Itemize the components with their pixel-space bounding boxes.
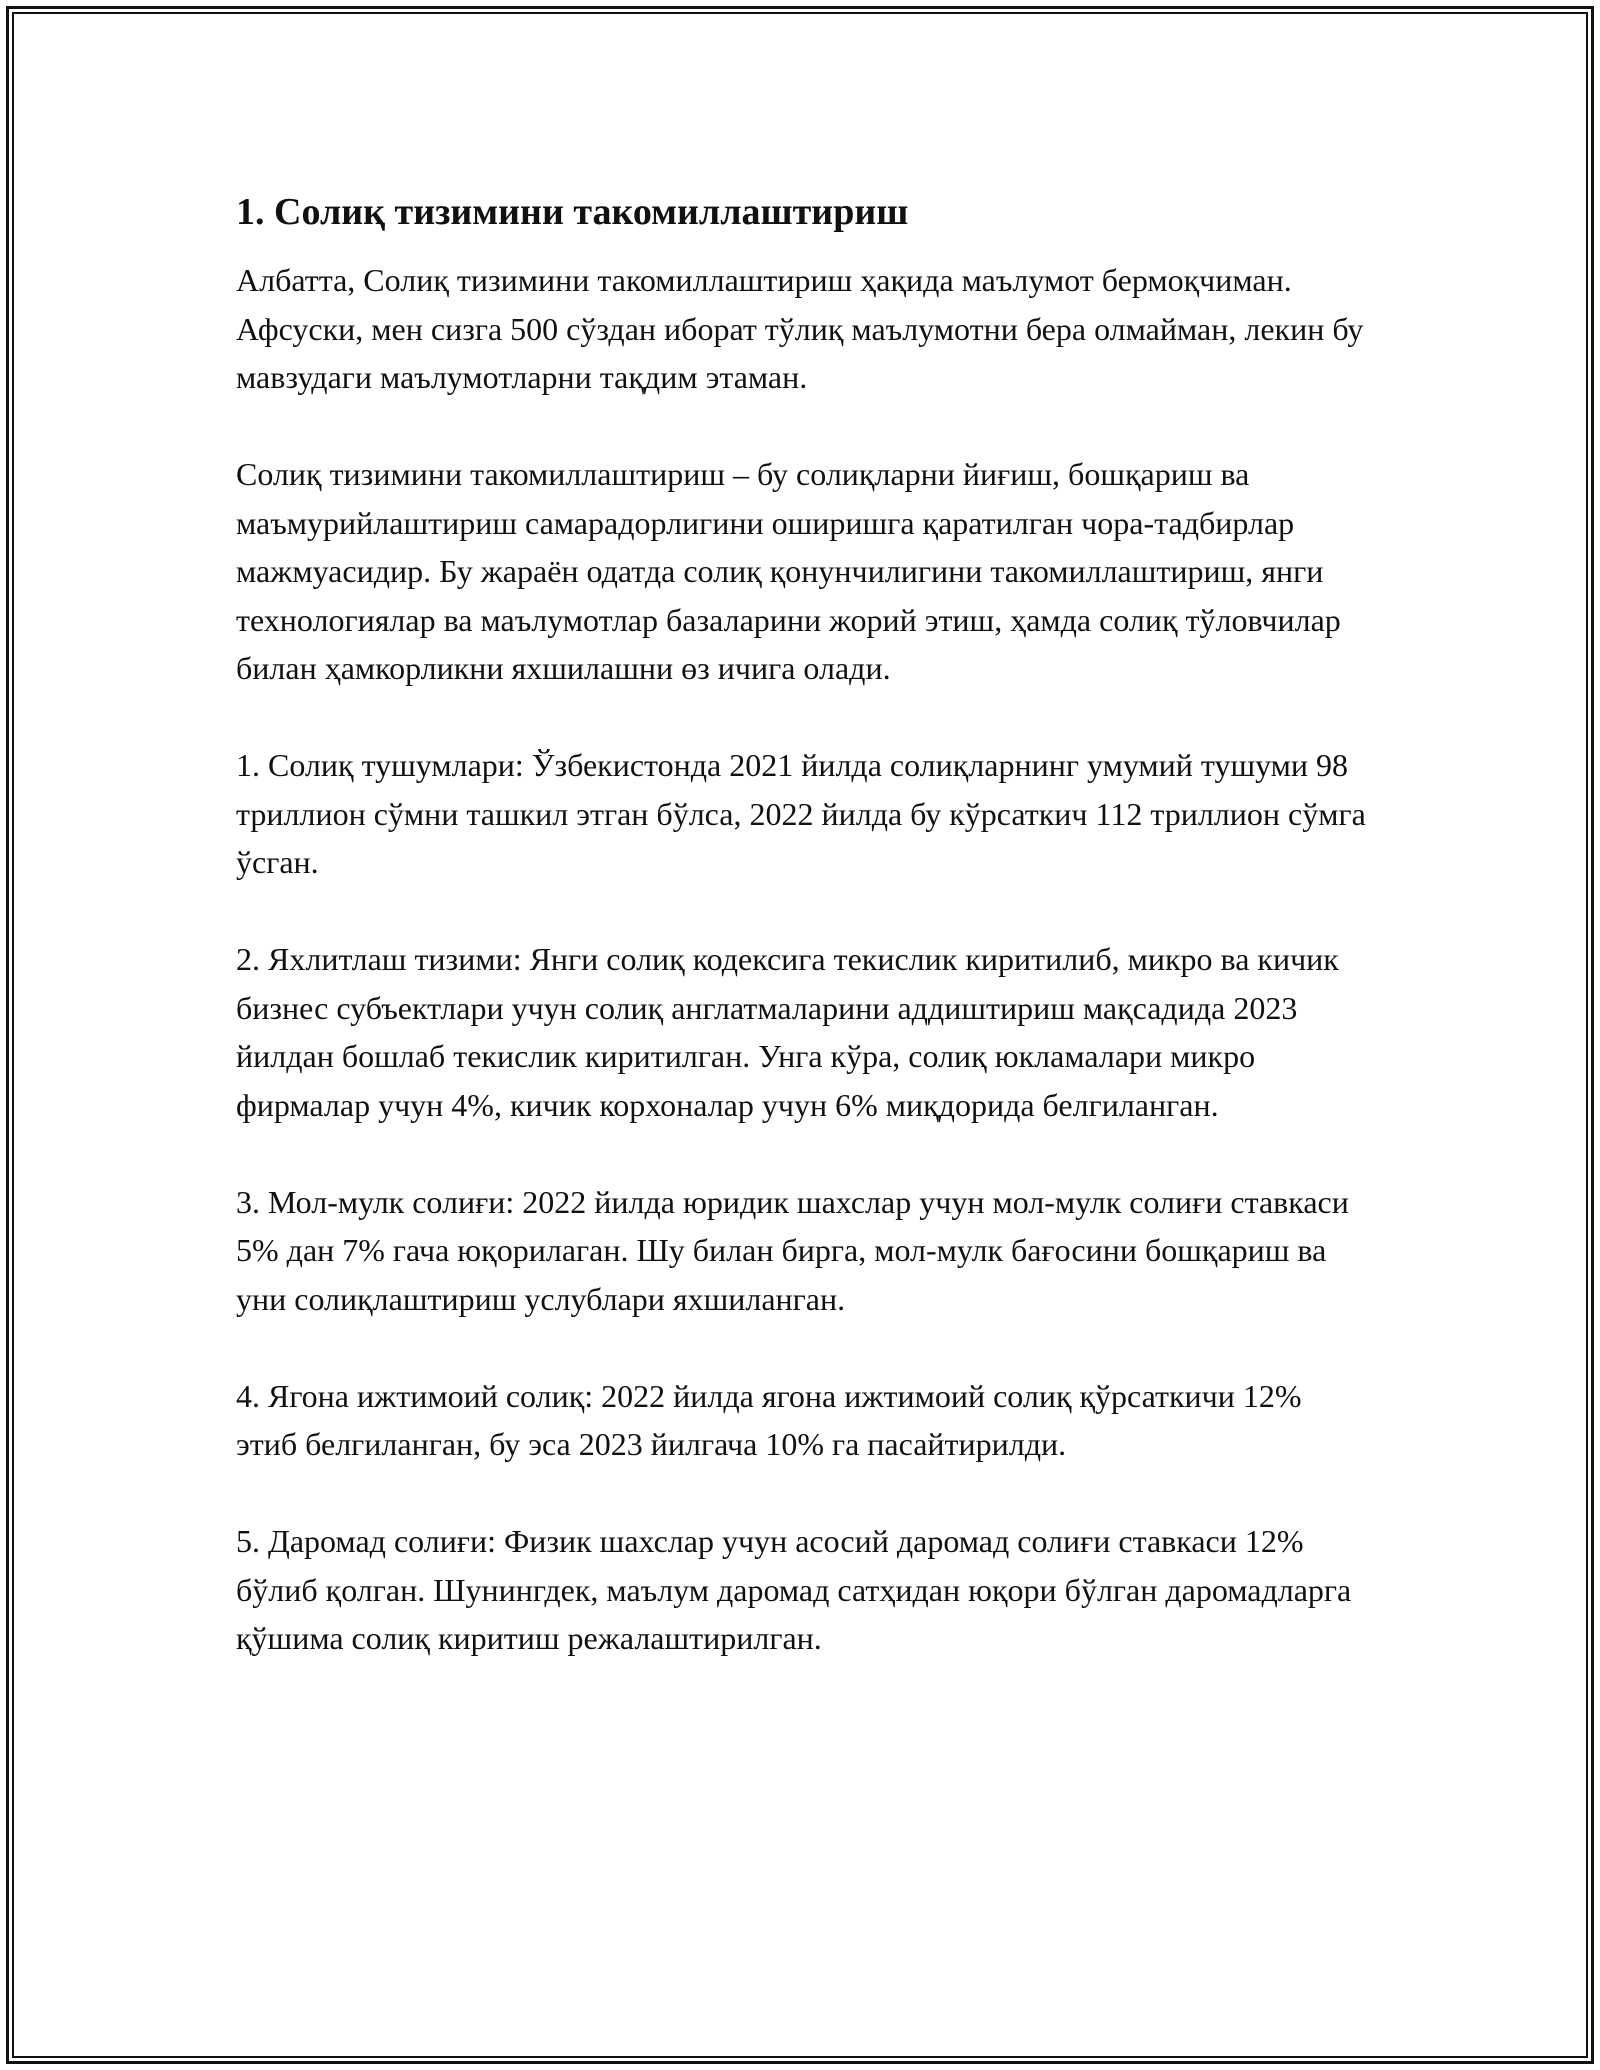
list-item-social-tax: 4. Ягона ижтимоий солиқ: 2022 йилда ягона ижтимоий солиқ қўрсаткичи 12% этиб белгиланган, бу эса 2023 йилгача 10% га пасайтирилди. — [236, 1377, 1302, 1462]
document-title: 1. Солиқ тизимини такомиллаштириш — [236, 191, 909, 233]
document-body — [236, 188, 1366, 1711]
list-item-rounding-system: 2. Яхлитлаш тизими: Янги солиқ кодексига текислик киритилиб, микро ва кичик бизнес субъектлари учун солиқ англатмаларини аддиштириш мақсадида 2023 йилдан бошлаб текислик киритилган. Унга кўра, солиқ юкламалари микро фирмалар учун 4%, кичик корхоналар учун 6% миқдорида белгиланган. — [236, 941, 1339, 1123]
intro-paragraph: Албатта, Солиқ тизимини такомиллаштириш ҳақида маълумот бермоқчиман. Афсуски, мен сизга 500 сўздан иборат тўлиқ маълумотни бера олмайман, лекин бу мавзудаги маълумотларни тақдим этаман. — [236, 262, 1364, 395]
list-item-property-tax: 3. Мол-мулк солиғи: 2022 йилда юридик шахслар учун мол-мулк солиғи ставкаси 5% дан 7% гача юқорилаган. Шу билан бирга, мол-мулк бағосини бошқариш ва уни солиқлаштириш услублари яхшиланган. — [236, 1183, 1349, 1317]
list-item-tax-revenue: 1. Солиқ тушумлари: Ўзбекистонда 2021 йилда солиқларнинг умумий тушуми 98 триллион сўмни ташкил этган бўлса, 2022 йилда бу кўрсаткич 112 триллион сўмга ўсган. — [236, 747, 1366, 880]
definition-paragraph: Солиқ тизимини такомиллаштириш – бу солиқларни йиғиш, бошқариш ва маъмурийлаштириш самарадорлигини оширишга қаратилган чора-тадбирлар мажмуасидир. Бу жараён одатда солиқ қонунчилигини такомиллаштириш, янги технологиялар ва маълумотлар базаларини жорий этиш, ҳамда солиқ тўловчилар билан ҳамкорликни яхшилашни өз ичига олади. — [236, 456, 1341, 686]
list-item-income-tax: 5. Даромад солиғи: Физик шахслар учун асосий даромад солиғи ставкаси 12% бўлиб қолган. Шунингдек, маълум даромад сатҳидан юқори бўлган даромадларга қўшима солиқ киритиш режалаштирилган. — [236, 1523, 1352, 1656]
